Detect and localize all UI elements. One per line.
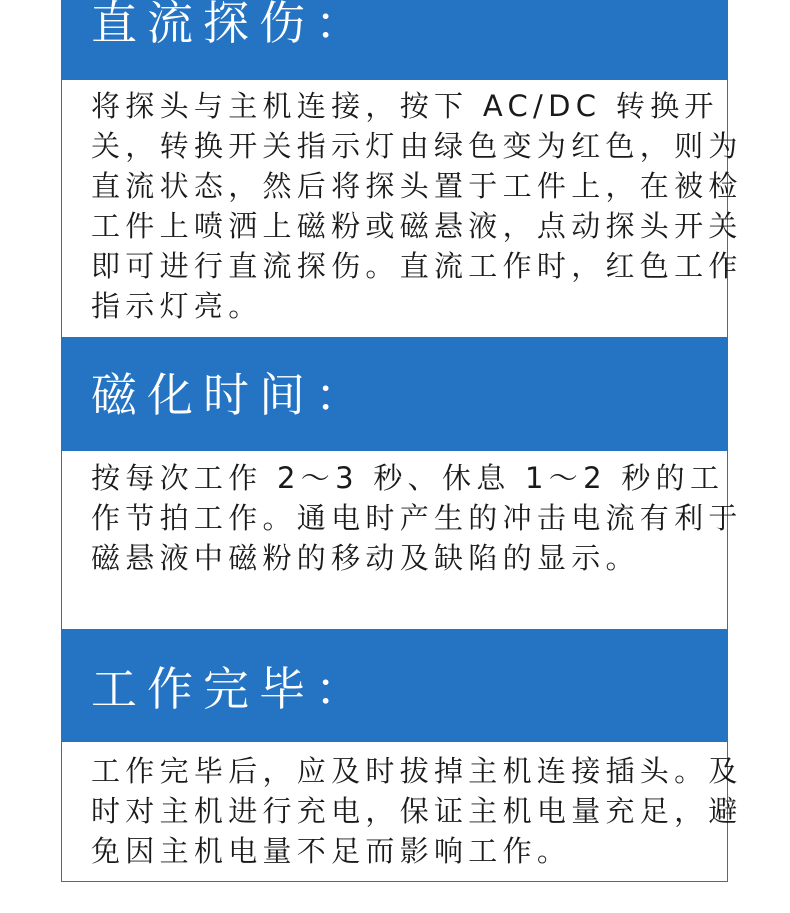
section-header-dc-inspection: [61, 0, 728, 80]
section-text: 按每次工作 2～3 秒、休息 1～2 秒的工作节拍工作。通电时产生的冲击电流有利于磁悬液中磁粉的移动及缺陷的显示。: [91, 461, 743, 575]
section-body-magnetization-time: [61, 451, 743, 629]
section-title: 工作完毕：: [91, 662, 371, 716]
section-body-dc-inspection: [61, 80, 743, 337]
section-header-work-complete: [61, 629, 728, 742]
section-title: 磁化时间：: [91, 368, 371, 422]
section-text: 将探头与主机连接，按下 AC/DC 转换开关，转换开关指示灯由绿色变为红色，则为直流状态，然后将探头置于工件上，在被检工件上喷洒上磁粉或磁悬液，点动探头开关即可进行直流探伤。直流工作时，红色工作指示灯亮。: [91, 89, 743, 323]
section-header-magnetization-time: [61, 337, 728, 451]
section-text: 工作完毕后，应及时拔掉主机连接插头。及时对主机进行充电，保证主机电量充足，避免因主机电量不足而影响工作。: [91, 754, 743, 868]
section-body-work-complete: [61, 742, 743, 882]
section-title: 直流探伤：: [91, 0, 371, 50]
